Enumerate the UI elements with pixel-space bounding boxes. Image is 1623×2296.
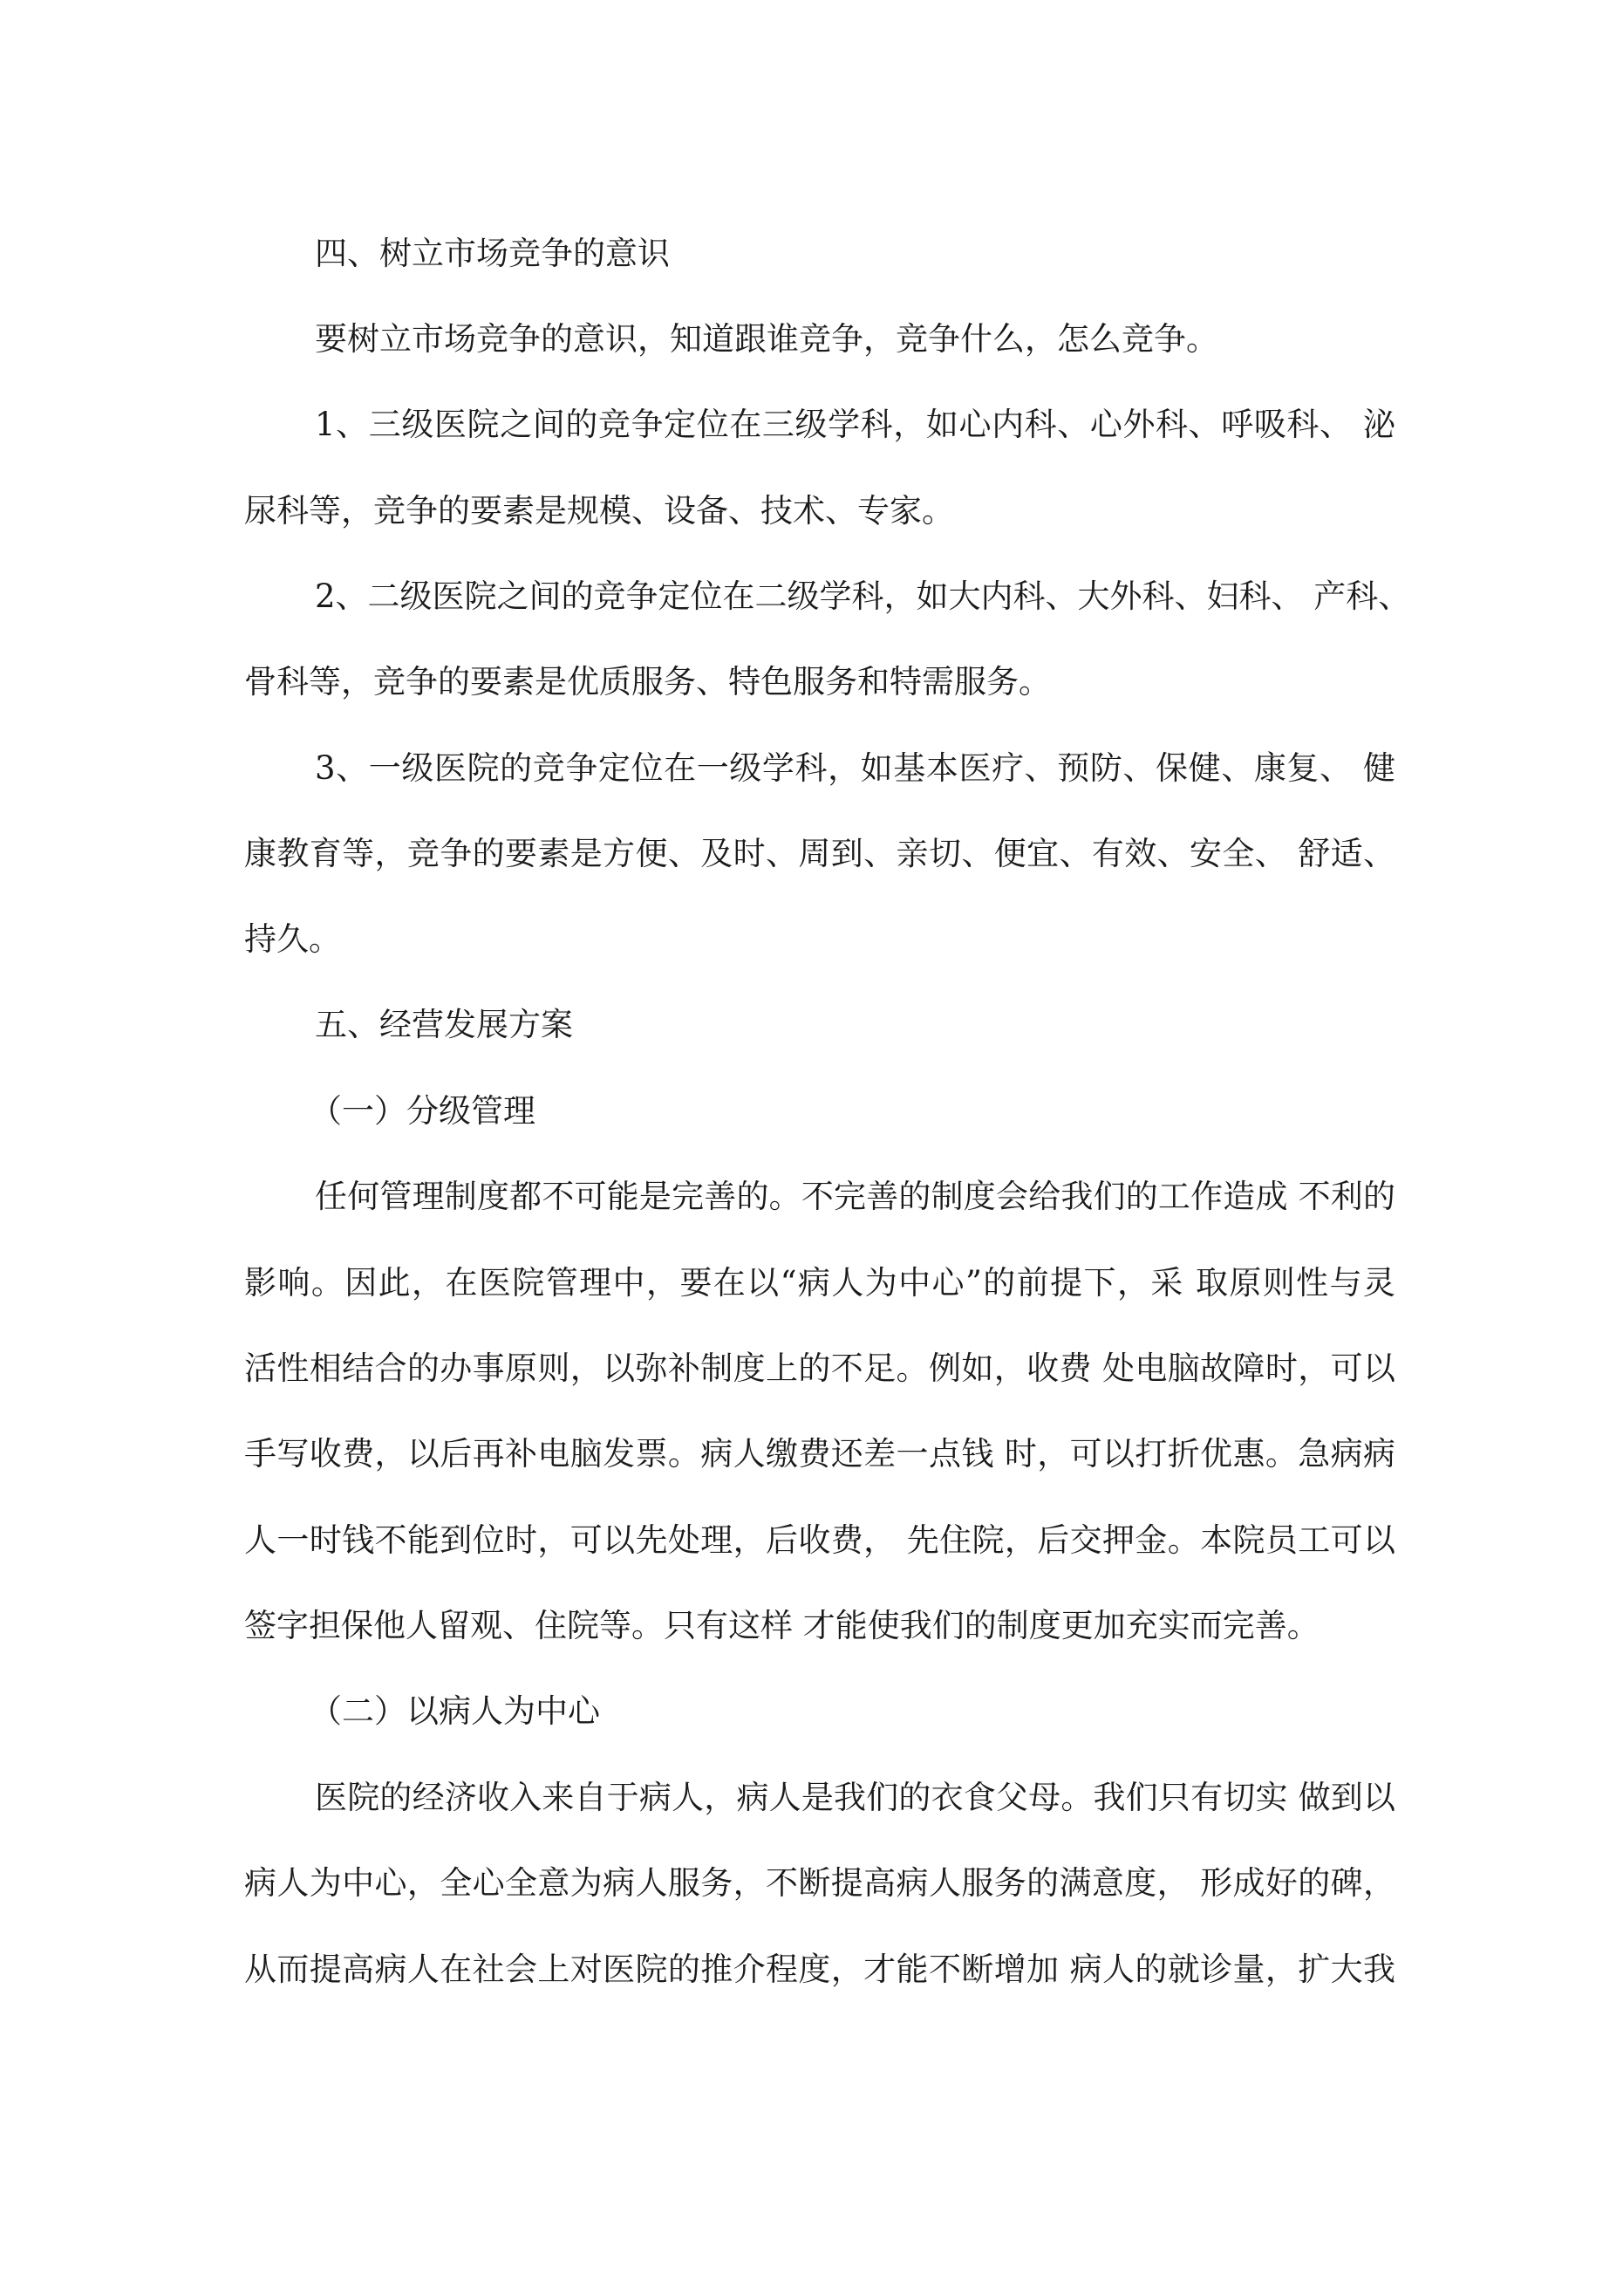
paragraph-line: 尿科等，竞争的要素是规模、设备、技术、专家。 [244, 492, 954, 530]
paragraph-line: 持久。 [244, 920, 341, 958]
paragraph-line: 医院的经济收入来自于病人，病人是我们的衣食父母。我们只有切实 做到以 [315, 1779, 1395, 1816]
section-heading-5: 五、经营发展方案 [315, 1006, 573, 1043]
paragraph-line: 手写收费，以后再补电脑发票。病人缴费还差一点钱 时，可以打折优惠。急病病 [244, 1435, 1395, 1473]
paragraph-line: 签字担保他人留观、住院等。只有这样 才能使我们的制度更加充实而完善。 [244, 1607, 1320, 1644]
paragraph-line: 3、一级医院的竞争定位在一级学科，如基本医疗、预防、保健、康复、 健 [315, 749, 1395, 787]
paragraph-line: 活性相结合的办事原则，以弥补制度上的不足。例如，收费 处电脑故障时，可以 [244, 1350, 1395, 1387]
subsection-heading-1: （一）分级管理 [310, 1092, 535, 1130]
paragraph-line: 从而提高病人在社会上对医院的推介程度，才能不断增加 病人的就诊量，扩大我 [244, 1951, 1395, 1988]
paragraph-line: 2、二级医院之间的竞争定位在二级学科，如大内科、大外科、妇科、 产科、 [315, 577, 1411, 615]
paragraph-line: 要树立市场竞争的意识，知道跟谁竞争，竞争什么，怎么竞争。 [315, 320, 1218, 358]
paragraph-line: 康教育等，竞争的要素是方便、及时、周到、亲切、便宜、有效、安全、 舒适、 [244, 835, 1395, 872]
paragraph-line: 影响。因此，在医院管理中，要在以“病人为中心”的前提下，采 取原则性与灵 [244, 1264, 1395, 1302]
paragraph-line: 1、三级医院之间的竞争定位在三级学科，如心内科、心外科、呼吸科、 泌 [315, 406, 1395, 443]
paragraph-line: 人一时钱不能到位时，可以先处理，后收费， 先住院，后交押金。本院员工可以 [244, 1521, 1395, 1559]
paragraph-line: 骨科等，竞争的要素是优质服务、特色服务和特需服务。 [244, 663, 1051, 700]
subsection-heading-2: （二）以病人为中心 [310, 1692, 600, 1730]
paragraph-line: 病人为中心，全心全意为病人服务，不断提高病人服务的满意度， 形成好的碑， [244, 1864, 1395, 1902]
section-heading-4: 四、树立市场竞争的意识 [315, 235, 670, 272]
paragraph-line: 任何管理制度都不可能是完善的。不完善的制度会给我们的工作造成 不利的 [315, 1178, 1395, 1215]
